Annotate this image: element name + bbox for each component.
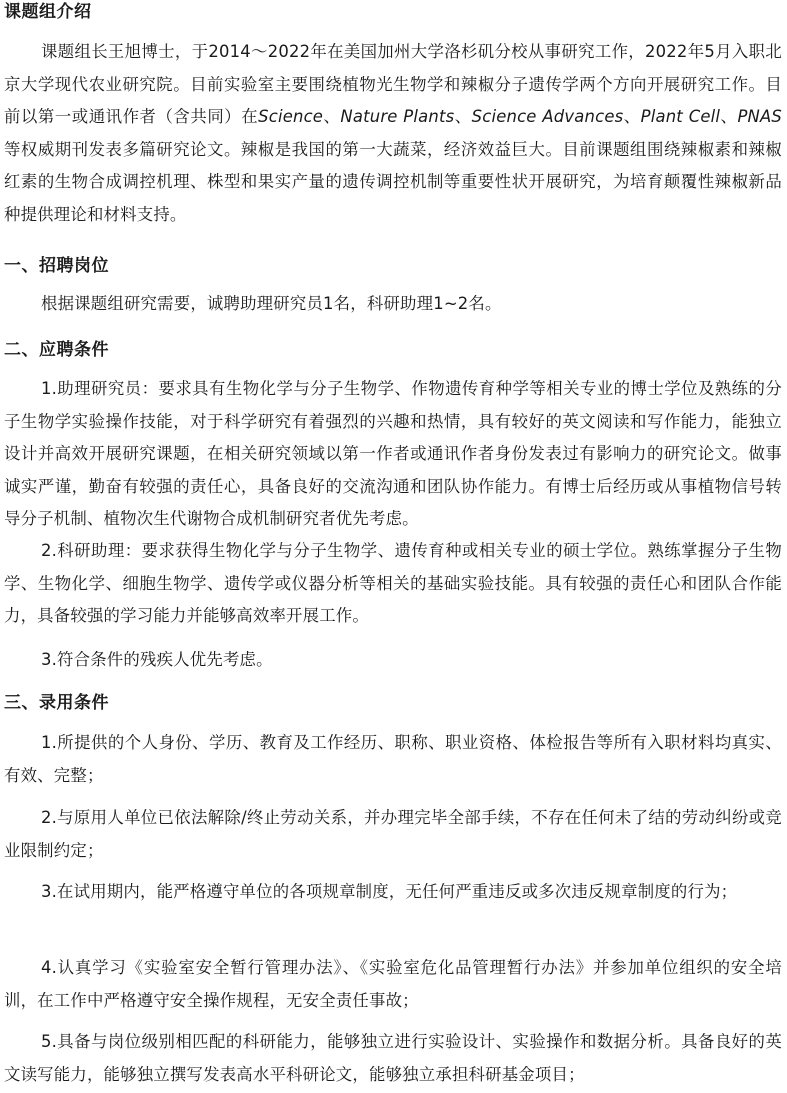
section-heading-intro: 课题组介绍 — [4, 2, 92, 22]
journal-plant-cell: Plant Cell — [640, 107, 721, 126]
journal-separator: 、 — [623, 107, 641, 126]
section-heading-hiring: 三、录用条件 — [4, 693, 109, 713]
journal-science: Science — [258, 107, 324, 126]
section-heading-requirements: 二、应聘条件 — [4, 340, 109, 360]
journal-separator: 、 — [323, 107, 341, 126]
journal-separator: 、 — [720, 107, 738, 126]
journal-separator: 、 — [454, 107, 472, 126]
intro-text-before: 课题组长王旭博士，于2014～2022年在美国加州大学洛杉矶分校从事研究工作，2022年5月入职北京大学现代农业研究院。目前实验室主要围绕植物光生物学和辣椒分子遗传学两个方向开展研究工作。目前以第一或通讯作者（含共同）在 — [4, 42, 782, 126]
requirement-item: 1.助理研究员：要求具有生物化学与分子生物学、作物遗传育种学等相关专业的博士学位及熟练的分子生物学实验操作技能，对于科学研究有着强烈的兴趣和热情，具有较好的英文阅读和写作能力，能独立设计并高效开展研究课题，在相关研究领域以第一作者或通讯作者身份发表过有影响力的研究论文。做事诚实严谨，勤奋有较强的责任心，具备良好的交流沟通和团队协作能力。有博士后经历或从事植物信号转导分子机制、植物次生代谢物合成机制研究者优先考虑。 — [4, 379, 782, 528]
intro-paragraph — [4, 36, 782, 231]
hiring-item: 3.在试用期内，能严格遵守单位的各项规章制度，无任何严重违反或多次违反规章制度的行为； — [41, 882, 738, 901]
positions-paragraph: 根据课题组研究需要，诚聘助理研究员1名，科研助理1~2名。 — [41, 294, 502, 313]
requirement-item: 3.符合条件的残疾人优先考虑。 — [41, 650, 273, 669]
hiring-item: 1.所提供的个人身份、学历、教育及工作经历、职称、职业资格、体检报告等所有入职材料均真实、有效、完整； — [4, 733, 782, 785]
section-heading-positions: 一、招聘岗位 — [4, 256, 109, 276]
hiring-item: 4.认真学习《实验室安全暂行管理办法》、《实验室危化品管理暂行办法》并参加单位组织的安全培训，在工作中严格遵守安全操作规程，无安全责任事故； — [4, 958, 782, 1010]
journal-pnas: PNAS — [737, 107, 782, 126]
journal-nature-plants: Nature Plants — [340, 107, 455, 126]
intro-text-after: 等权威期刊发表多篇研究论文。辣椒是我国的第一大蔬菜，经济效益巨大。目前课题组围绕辣椒素和辣椒红素的生物合成调控机理、株型和果实产量的遗传调控机制等重要性状开展研究，为培育颠覆性辣椒新品种提供理论和材料支持。 — [4, 139, 782, 224]
hiring-item: 2.与原用人单位已依法解除/终止劳动关系，并办理完毕全部手续，不存在任何未了结的劳动纠纷或竞业限制约定； — [4, 808, 782, 860]
journal-science-advances: Science Advances — [471, 107, 624, 126]
requirement-item: 2.科研助理：要求获得生物化学与分子生物学、遗传育种或相关专业的硕士学位。熟练掌握分子生物学、生物化学、细胞生物学、遗传学或仪器分析等相关的基础实验技能。具有较强的责任心和团队合作能力，具备较强的学习能力并能够高效率开展工作。 — [4, 541, 782, 625]
hiring-item: 5.具备与岗位级别相匹配的科研能力，能够独立进行实验设计、实验操作和数据分析。具备良好的英文读写能力，能够独立撰写发表高水平科研论文，能够独立承担科研基金项目； — [4, 1032, 782, 1084]
